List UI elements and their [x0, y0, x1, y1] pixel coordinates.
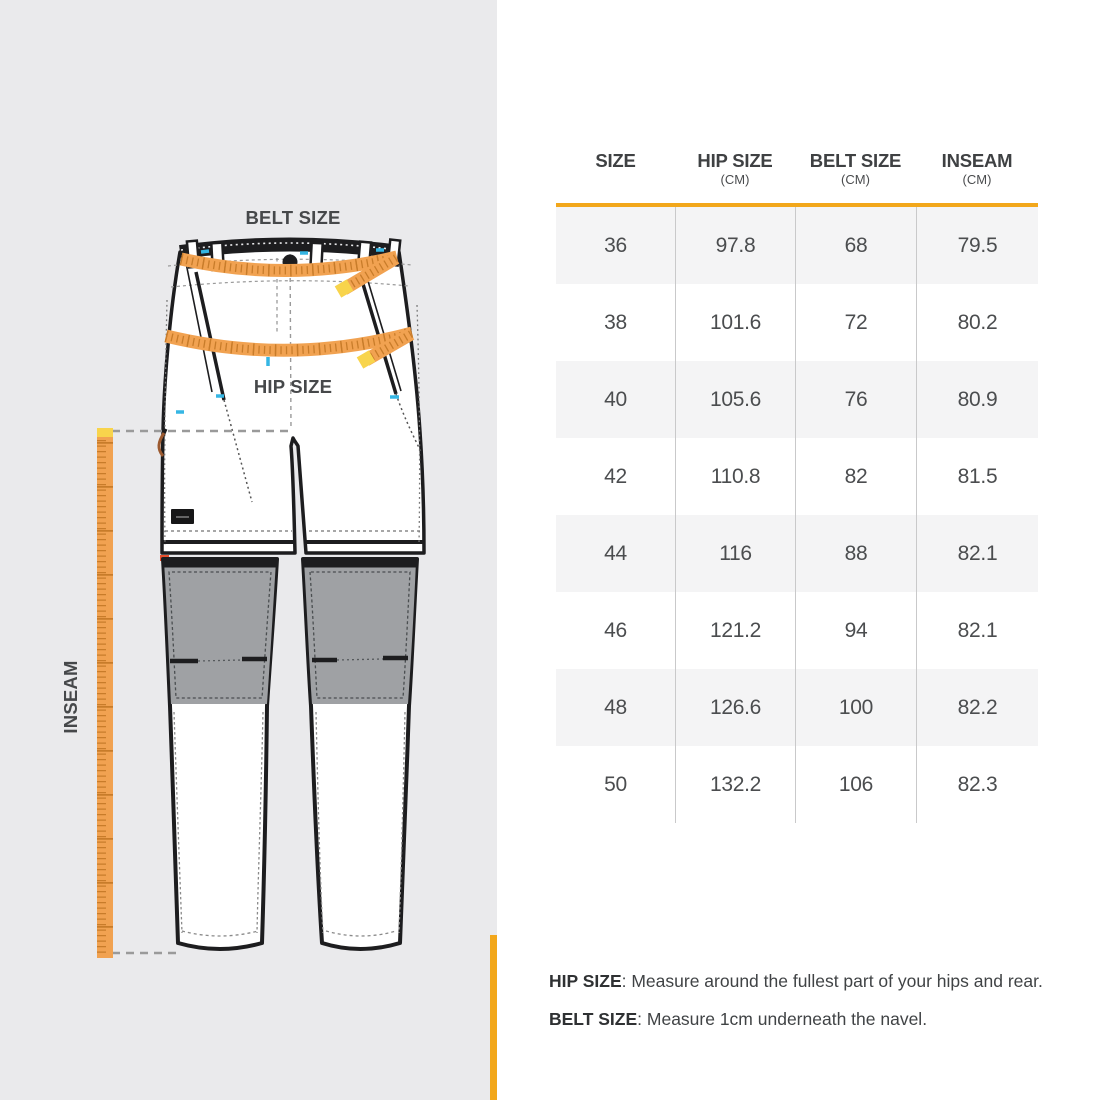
- cell-size: 48: [604, 696, 627, 719]
- vertical-accent-bar: [490, 935, 497, 1100]
- cell-belt: 106: [795, 746, 916, 823]
- cell-belt: 94: [795, 592, 916, 669]
- table-row: [556, 207, 1038, 284]
- cell-hip: 116: [675, 515, 795, 592]
- table-row: [556, 438, 1038, 515]
- cell-belt: 82: [795, 438, 916, 515]
- cell-size: 46: [604, 619, 627, 642]
- col-header-inseam: INSEAM (CM): [941, 150, 1013, 187]
- col-header-size: SIZE: [595, 150, 636, 171]
- cell-hip: 121.2: [675, 592, 795, 669]
- size-table: [556, 150, 1038, 823]
- cell-size: 44: [604, 542, 627, 565]
- cell-hip: 110.8: [675, 438, 795, 515]
- cell-inseam: 82.1: [916, 515, 1038, 592]
- cell-size: 42: [604, 465, 627, 488]
- cell-inseam: 80.9: [916, 361, 1038, 438]
- cell-inseam: 82.1: [916, 592, 1038, 669]
- col-header-belt-size: BELT SIZE (CM): [809, 150, 902, 187]
- left-knee-panel: [164, 561, 276, 704]
- belt-size-note: [549, 1000, 1089, 1038]
- cell-inseam: 82.3: [916, 746, 1038, 823]
- illustration-panel: [0, 0, 497, 1100]
- ruler-end-cap: [97, 428, 113, 437]
- cell-hip: 105.6: [675, 361, 795, 438]
- cell-inseam: 82.2: [916, 669, 1038, 746]
- cell-belt: 72: [795, 284, 916, 361]
- table-row: [556, 361, 1038, 438]
- cell-inseam: 81.5: [916, 438, 1038, 515]
- cell-belt: 68: [795, 207, 916, 284]
- hip-size-note: [549, 962, 1089, 1000]
- belt-size-note-text: : Measure 1cm underneath the navel.: [637, 1009, 928, 1029]
- size-table-body: [556, 207, 1038, 823]
- table-row: [556, 515, 1038, 592]
- cell-hip: 97.8: [675, 207, 795, 284]
- cell-size: 36: [604, 234, 627, 257]
- belt-tape-tip: [338, 285, 350, 292]
- col-header-hip-size: HIP SIZE (CM): [697, 150, 773, 187]
- belt-size-note-label: BELT SIZE: [549, 1009, 638, 1029]
- inseam-ruler: [97, 428, 113, 958]
- belt-size-callout: BELT SIZE: [245, 207, 341, 228]
- right-knee-panel: [304, 561, 416, 704]
- cell-belt: 88: [795, 515, 916, 592]
- cell-hip: 126.6: [675, 669, 795, 746]
- hip-tape-tip: [360, 356, 372, 363]
- cell-size: 50: [604, 773, 627, 796]
- cell-hip: 132.2: [675, 746, 795, 823]
- table-row: [556, 592, 1038, 669]
- cell-hip: 101.6: [675, 284, 795, 361]
- cell-belt: 76: [795, 361, 916, 438]
- brand-label-patch: [171, 509, 194, 524]
- table-row: [556, 669, 1038, 746]
- cell-belt: 100: [795, 669, 916, 746]
- cell-inseam: 80.2: [916, 284, 1038, 361]
- hip-size-callout: HIP SIZE: [253, 376, 333, 397]
- hip-size-note-text: : Measure around the fullest part of your hips and rear.: [621, 971, 1043, 991]
- cell-inseam: 79.5: [916, 207, 1038, 284]
- table-row: [556, 284, 1038, 361]
- cell-size: 38: [604, 311, 627, 334]
- table-row: [556, 746, 1038, 823]
- cell-size: 40: [604, 388, 627, 411]
- lower-legs: [162, 559, 418, 949]
- measuring-notes: [549, 962, 1089, 1038]
- inseam-callout: INSEAM: [60, 660, 81, 734]
- size-table-header: [556, 150, 1038, 188]
- convertible-pants-illustration: [0, 0, 497, 1100]
- hip-size-note-label: HIP SIZE: [549, 971, 622, 991]
